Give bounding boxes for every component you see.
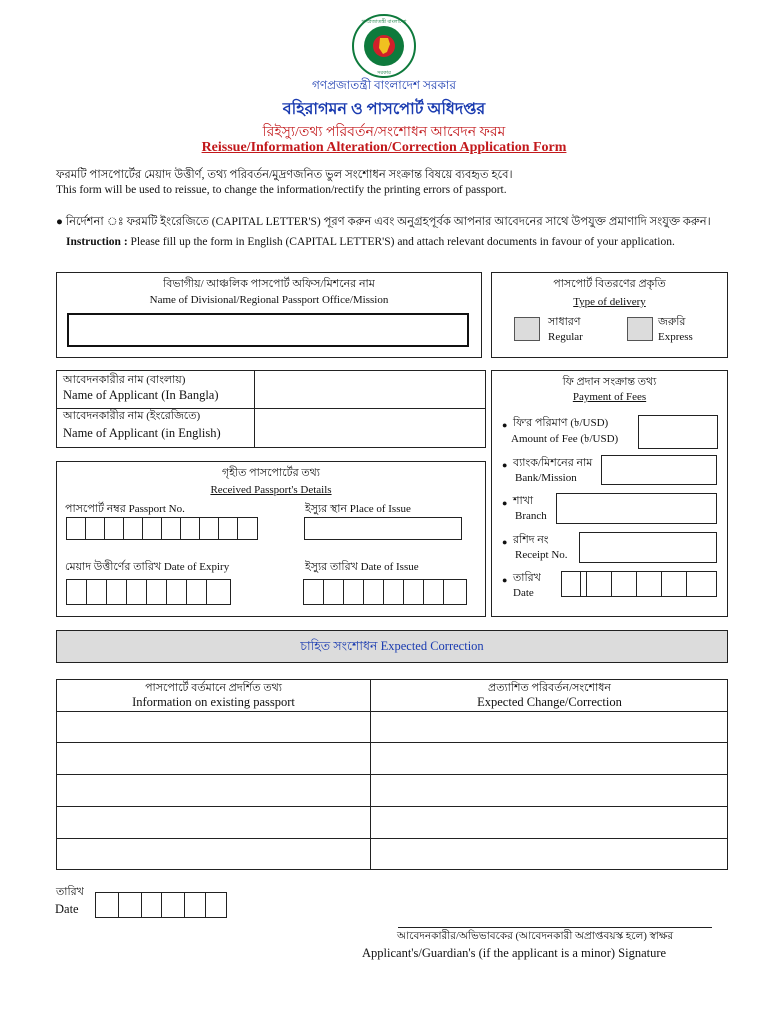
- bank-label-en: Bank/Mission: [515, 472, 577, 484]
- regular-checkbox[interactable]: [514, 317, 540, 341]
- existing-info-row-2[interactable]: [57, 743, 370, 774]
- delivery-label-english: Type of delivery: [573, 296, 646, 308]
- fee-date-cell[interactable]: [661, 571, 687, 597]
- express-label-english: Express: [658, 331, 693, 343]
- existing-info-row-1[interactable]: [57, 712, 370, 742]
- passport-no-cell[interactable]: [237, 517, 258, 540]
- instruction-english: Instruction : Please fill up the form in English (CAPITAL LETTER'S) and attach relevant documents in favour of your application.: [66, 236, 675, 248]
- expiry-date-cell[interactable]: [206, 579, 231, 605]
- expected-change-row-3[interactable]: [371, 775, 728, 806]
- express-label-bangla: জরুরি: [658, 316, 686, 328]
- expiry-date-cell[interactable]: [106, 579, 127, 605]
- regular-label-bangla: সাধারণ: [548, 316, 581, 328]
- banner-english: Expected Correction: [380, 639, 484, 653]
- issue-date-cell[interactable]: [303, 579, 324, 605]
- signature-label-bn: আবেদনকারীর/অভিভাবকের (আবেদনকারী অপ্রাপ্তবয়স্ক হলে) স্বাক্ষর: [397, 931, 674, 942]
- receipt-field[interactable]: [579, 532, 717, 563]
- office-label-bangla: বিভাগীয়/ আঞ্চলিক পাসপোর্ট অফিস/মিশনের নাম: [163, 278, 375, 290]
- passport-no-label: পাসপোর্ট নম্বর Passport No.: [65, 503, 185, 515]
- bank-label-bn: ব্যাংক/মিশনের নাম: [513, 457, 593, 469]
- seal-top-text: গণপ্রজাতন্ত্রী বাংলাদেশ: [361, 20, 407, 25]
- expiry-date-cell[interactable]: [86, 579, 107, 605]
- bullet-icon: ●: [502, 460, 508, 470]
- bullet-icon: ●: [502, 420, 508, 430]
- intro-english: This form will be used to reissue, to change the information/rectify the printing errors of passport.: [56, 184, 507, 196]
- fee-date-label-en: Date: [513, 587, 534, 599]
- existing-info-row-3[interactable]: [57, 775, 370, 806]
- passport-no-cell[interactable]: [142, 517, 162, 540]
- government-seal-icon: [352, 14, 416, 78]
- form-title-english: Reissue/Information Alteration/Correction Application Form: [201, 140, 567, 155]
- footer-date-label-bn: তারিখ: [56, 886, 84, 898]
- branch-field[interactable]: [556, 493, 717, 524]
- expected-change-row-5[interactable]: [371, 839, 728, 870]
- fees-title-en: Payment of Fees: [572, 391, 647, 403]
- fee-date-cell[interactable]: [636, 571, 662, 597]
- passport-no-cell[interactable]: [66, 517, 86, 540]
- applicant-english-label-en: Name of Applicant (in English): [63, 426, 221, 440]
- applicant-name-section: [56, 370, 486, 448]
- footer-date-cell[interactable]: [141, 892, 162, 918]
- received-passport-title-en: Received Passport's Details: [210, 484, 332, 496]
- banner-bangla: চাহিত সংশোধন: [300, 639, 378, 653]
- applicant-bangla-label-bn: আবেদনকারীর নাম (বাংলায়): [63, 374, 186, 386]
- column-header-expected-bn: প্রত্যাশিত পরিবর্তন/সংশোধন: [487, 682, 612, 694]
- expected-change-row-4[interactable]: [371, 807, 728, 838]
- expected-change-row-1[interactable]: [371, 712, 728, 742]
- express-checkbox[interactable]: [627, 317, 653, 341]
- issue-date-cell[interactable]: [403, 579, 424, 605]
- regular-label-english: Regular: [548, 331, 583, 343]
- fee-date-label-bn: তারিখ: [513, 572, 541, 584]
- office-name-field[interactable]: [67, 313, 469, 347]
- issue-date-cell[interactable]: [343, 579, 364, 605]
- fee-amount-label-bn: ফি'র পরিমাণ (৳/USD): [513, 417, 609, 429]
- footer-date-cell[interactable]: [205, 892, 227, 918]
- fee-date-cell[interactable]: [686, 571, 717, 597]
- form-title-bangla: রিইস্যু/তথ্য পরিবর্তন/সংশোধন আবেদন ফরম: [262, 125, 506, 140]
- place-of-issue-label: ইস্যুর স্থান Place of Issue: [305, 503, 411, 515]
- passport-no-cell[interactable]: [85, 517, 105, 540]
- bullet-icon: ●: [502, 575, 508, 585]
- expiry-date-cell[interactable]: [186, 579, 207, 605]
- passport-no-cell[interactable]: [123, 517, 143, 540]
- signature-line[interactable]: [398, 927, 712, 928]
- bank-field[interactable]: [601, 455, 717, 485]
- footer-date-label-en: Date: [55, 902, 79, 916]
- receipt-label-en: Receipt No.: [515, 549, 568, 561]
- passport-no-cell[interactable]: [104, 517, 124, 540]
- issue-date-label: ইস্যুর তারিখ Date of Issue: [305, 561, 419, 573]
- column-header-existing-en: Information on existing passport: [132, 695, 295, 709]
- bullet-icon: ●: [502, 537, 508, 547]
- existing-info-row-4[interactable]: [57, 807, 370, 838]
- passport-no-cell[interactable]: [161, 517, 181, 540]
- place-of-issue-field[interactable]: [304, 517, 462, 540]
- government-name: গণপ্রজাতন্ত্রী বাংলাদেশ সরকার: [311, 78, 457, 92]
- expected-correction-banner: [56, 630, 728, 663]
- expected-change-row-2[interactable]: [371, 743, 728, 774]
- expiry-date-cell[interactable]: [126, 579, 147, 605]
- footer-date-cell[interactable]: [118, 892, 142, 918]
- branch-label-en: Branch: [515, 510, 547, 522]
- office-section: [56, 272, 482, 358]
- fee-date-cell[interactable]: [586, 571, 612, 597]
- expiry-date-cell[interactable]: [166, 579, 187, 605]
- issue-date-cell[interactable]: [443, 579, 467, 605]
- column-header-existing-bn: পাসপোর্টে বর্তমানে প্রদর্শিত তথ্য: [145, 682, 282, 694]
- issue-date-cell[interactable]: [363, 579, 384, 605]
- delivery-section: [491, 272, 728, 358]
- footer-date-cell[interactable]: [95, 892, 119, 918]
- passport-no-cell[interactable]: [218, 517, 238, 540]
- expiry-date-cell[interactable]: [146, 579, 167, 605]
- department-name: বহিরাগমন ও পাসপোর্ট অধিদপ্তর: [282, 101, 486, 118]
- footer-date-cell[interactable]: [184, 892, 206, 918]
- issue-date-cell[interactable]: [383, 579, 404, 605]
- delivery-label-bangla: পাসপোর্ট বিতরণের প্রকৃতি: [553, 278, 666, 290]
- passport-no-cell[interactable]: [199, 517, 219, 540]
- signature-label-en: Applicant's/Guardian's (if the applicant is a minor) Signature: [362, 946, 667, 960]
- expiry-date-label: মেয়াদ উত্তীর্ণের তারিখ Date of Expiry: [65, 561, 230, 573]
- branch-label-bn: শাখা: [513, 495, 534, 507]
- instruction-bangla: ● নির্দেশনা ঃ ফরমটি ইংরেজিতে (CAPITAL LETTER'S) পূরণ করুন এবং অনুগ্রহপূর্বক আপনার আবেদনের সাথে উপযুক্ত প্রমাণাদি সংযুক্ত করুন।: [56, 216, 711, 228]
- existing-info-row-5[interactable]: [57, 839, 370, 870]
- fee-amount-field[interactable]: [638, 415, 718, 449]
- expiry-date-cell[interactable]: [66, 579, 87, 605]
- footer-date-cell[interactable]: [161, 892, 185, 918]
- fee-amount-label-en: Amount of Fee (৳/USD): [511, 433, 619, 445]
- applicant-english-label-bn: আবেদনকারীর নাম (ইংরেজিতে): [63, 410, 201, 422]
- issue-date-cell[interactable]: [323, 579, 344, 605]
- passport-no-cell[interactable]: [180, 517, 200, 540]
- received-passport-title-bn: গৃহীত পাসপোর্টের তথ্য: [222, 467, 320, 479]
- bullet-icon: ●: [502, 498, 508, 508]
- applicant-english-field[interactable]: [255, 409, 486, 448]
- intro-bangla: ফরমটি পাসপোর্টের মেয়াদ উত্তীর্ণ, তথ্য পরিবর্তন/মুদ্রণজনিত ভুল সংশোধন সংক্রান্ত বিষয়ে ব্যবহৃত হবে।: [56, 169, 513, 181]
- correction-table: [56, 679, 728, 870]
- applicant-bangla-field[interactable]: [255, 371, 486, 408]
- receipt-label-bn: রশিদ নং: [513, 534, 549, 546]
- fees-title-bn: ফি প্রদান সংক্রান্ত তথ্য: [562, 376, 657, 388]
- bullet-icon: ●: [56, 216, 66, 228]
- office-label-english: Name of Divisional/Regional Passport Office/Mission: [149, 294, 389, 306]
- applicant-bangla-label-en: Name of Applicant (In Bangla): [63, 388, 219, 402]
- seal-bottom-text: সরকার: [377, 71, 391, 76]
- fee-date-cell[interactable]: [561, 571, 587, 597]
- fee-date-cell[interactable]: [611, 571, 637, 597]
- issue-date-cell[interactable]: [423, 579, 444, 605]
- column-header-expected-en: Expected Change/Correction: [477, 695, 622, 709]
